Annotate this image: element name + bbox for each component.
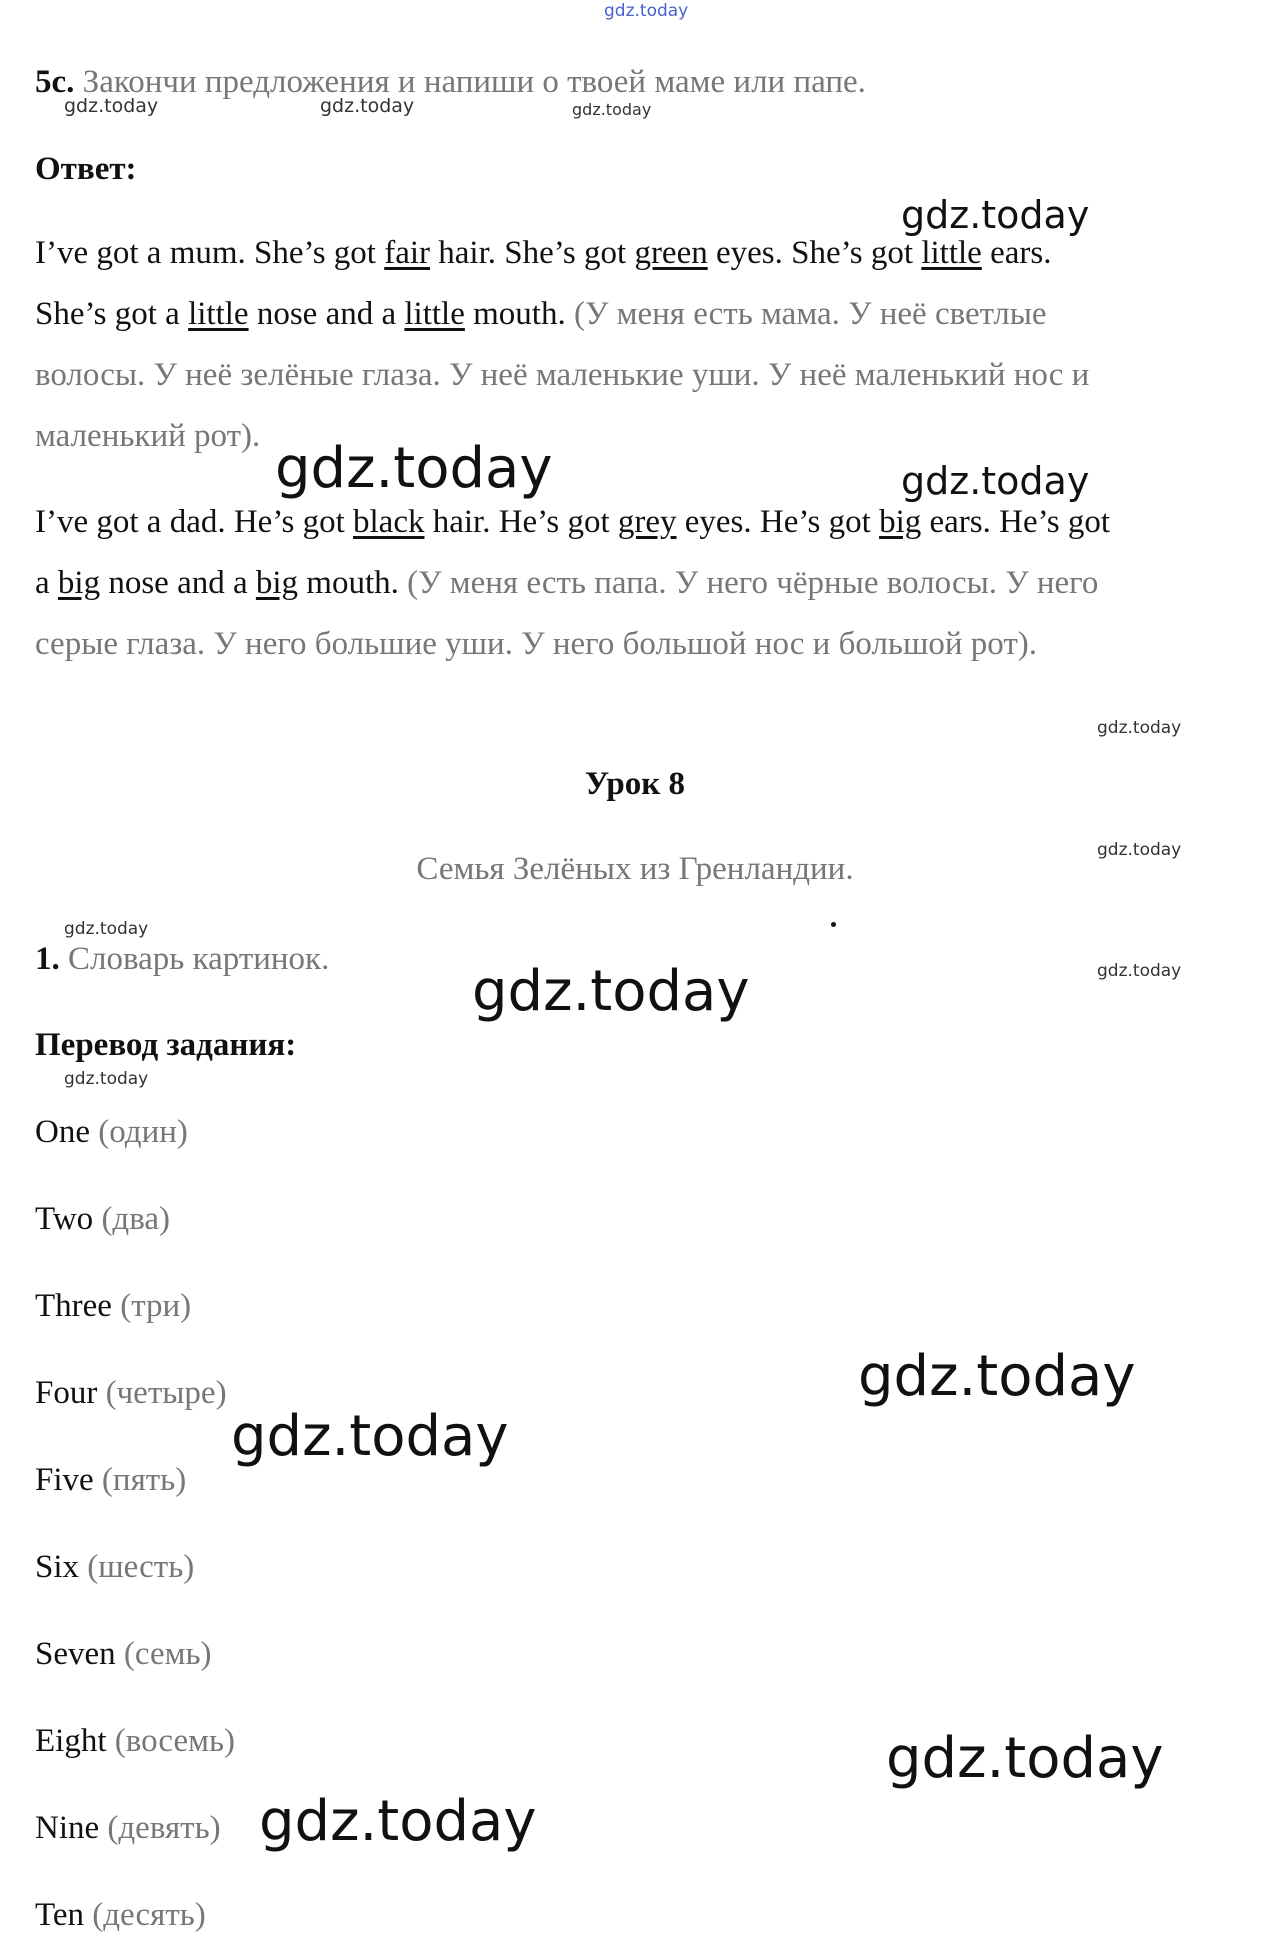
task-5c-heading	[35, 66, 866, 99]
filled-word: fair	[384, 235, 431, 271]
list-item	[35, 1203, 170, 1236]
list-item	[35, 1551, 194, 1584]
text: ears. He’s got	[921, 504, 1111, 540]
text: She’s got a	[35, 296, 189, 332]
watermark: gdz.today	[1097, 718, 1182, 738]
mum-line-2	[35, 298, 1047, 331]
text: nose and a	[100, 565, 256, 601]
word-ru: (восемь)	[114, 1723, 236, 1759]
watermark: gdz.today	[64, 95, 159, 117]
watermark: gdz.today	[1097, 961, 1182, 981]
filled-word: little	[921, 235, 982, 271]
list-item	[35, 1290, 191, 1323]
text: hair. She’s got	[430, 235, 635, 271]
watermark: gdz.today	[572, 100, 652, 119]
word-en: Eight	[35, 1723, 107, 1759]
text: mouth.	[298, 565, 408, 601]
text: I’ve got a mum. She’s got	[35, 235, 385, 271]
watermark: gdz.today	[231, 1404, 509, 1469]
watermark: gdz.today	[275, 436, 553, 501]
task-5c-number: 5c.	[35, 64, 75, 100]
filled-word: little	[404, 296, 465, 332]
watermark: gdz.today	[901, 193, 1090, 237]
word-en: Four	[35, 1375, 98, 1411]
translation: (У меня есть мама. У неё светлые	[573, 296, 1047, 332]
filled-word: black	[353, 504, 425, 540]
list-item	[35, 1899, 206, 1932]
text: hair. He’s got	[424, 504, 618, 540]
word-en: Six	[35, 1549, 80, 1585]
word-ru: (семь)	[123, 1636, 212, 1672]
watermark: gdz.today	[64, 919, 149, 939]
list-item	[35, 1116, 188, 1149]
word-en: Two	[35, 1201, 94, 1237]
filled-word: big	[57, 565, 101, 601]
task-1-number: 1.	[35, 941, 60, 977]
list-item	[35, 1464, 186, 1497]
word-en: Ten	[35, 1897, 85, 1933]
task-5c-prompt: Закончи предложения и напиши о твоей маме или папе.	[82, 64, 866, 100]
text: nose and a	[248, 296, 405, 332]
watermark: gdz.today	[472, 959, 750, 1024]
stray-dot	[831, 922, 836, 927]
text: eyes. He’s got	[676, 504, 880, 540]
answer-label: Ответ:	[35, 151, 137, 187]
text: a	[35, 565, 58, 601]
watermark: gdz.today	[320, 95, 415, 117]
word-ru: (два)	[101, 1201, 170, 1237]
word-en: One	[35, 1114, 90, 1150]
dad-line-1	[35, 506, 1110, 539]
dad-line-2	[35, 567, 1098, 600]
watermark: gdz.today	[886, 1726, 1164, 1791]
filled-word: grey	[617, 504, 677, 540]
mum-line-3: волосы. У неё зелёные глаза. У неё маленькие уши. У неё маленький нос и	[35, 357, 1090, 393]
text: I’ve got a dad. He’s got	[35, 504, 353, 540]
filled-word: green	[634, 235, 708, 271]
task-1-heading	[35, 943, 329, 976]
filled-word: big	[255, 565, 299, 601]
dad-line-3: серые глаза. У него большие уши. У него большой нос и большой рот).	[35, 626, 1038, 662]
text: eyes. She’s got	[707, 235, 922, 271]
word-en: Five	[35, 1462, 94, 1498]
filled-word: big	[879, 504, 922, 540]
word-en: Three	[35, 1288, 112, 1324]
list-item	[35, 1812, 221, 1845]
word-ru: (десять)	[92, 1897, 206, 1933]
watermark: gdz.today	[901, 459, 1090, 503]
word-ru: (один)	[98, 1114, 188, 1150]
mum-line-4: маленький рот).	[35, 418, 261, 454]
filled-word: little	[188, 296, 249, 332]
lesson-subtitle: Семья Зелёных из Гренландии.	[416, 851, 854, 887]
watermark: gdz.today	[858, 1344, 1136, 1409]
list-item	[35, 1638, 212, 1671]
translation: (У меня есть папа. У него чёрные волосы. У него	[407, 565, 1099, 601]
word-ru: (три)	[120, 1288, 192, 1324]
watermark: gdz.today	[1097, 840, 1182, 860]
list-item	[35, 1377, 227, 1410]
word-ru: (четыре)	[105, 1375, 227, 1411]
mum-line-1	[35, 237, 1051, 270]
word-ru: (пять)	[101, 1462, 187, 1498]
translation-label: Перевод задания:	[35, 1027, 297, 1063]
watermark: gdz.today	[64, 1069, 149, 1089]
text: mouth.	[464, 296, 574, 332]
lesson-title: Урок 8	[584, 766, 686, 802]
text: ears.	[981, 235, 1052, 271]
word-en: Seven	[35, 1636, 116, 1672]
word-ru: (шесть)	[87, 1549, 195, 1585]
word-ru: (девять)	[107, 1810, 221, 1846]
word-en: Nine	[35, 1810, 100, 1846]
watermark: gdz.today	[259, 1789, 537, 1854]
list-item	[35, 1725, 235, 1758]
watermark: gdz.today	[604, 1, 689, 21]
task-1-prompt: Словарь картинок.	[68, 941, 330, 977]
